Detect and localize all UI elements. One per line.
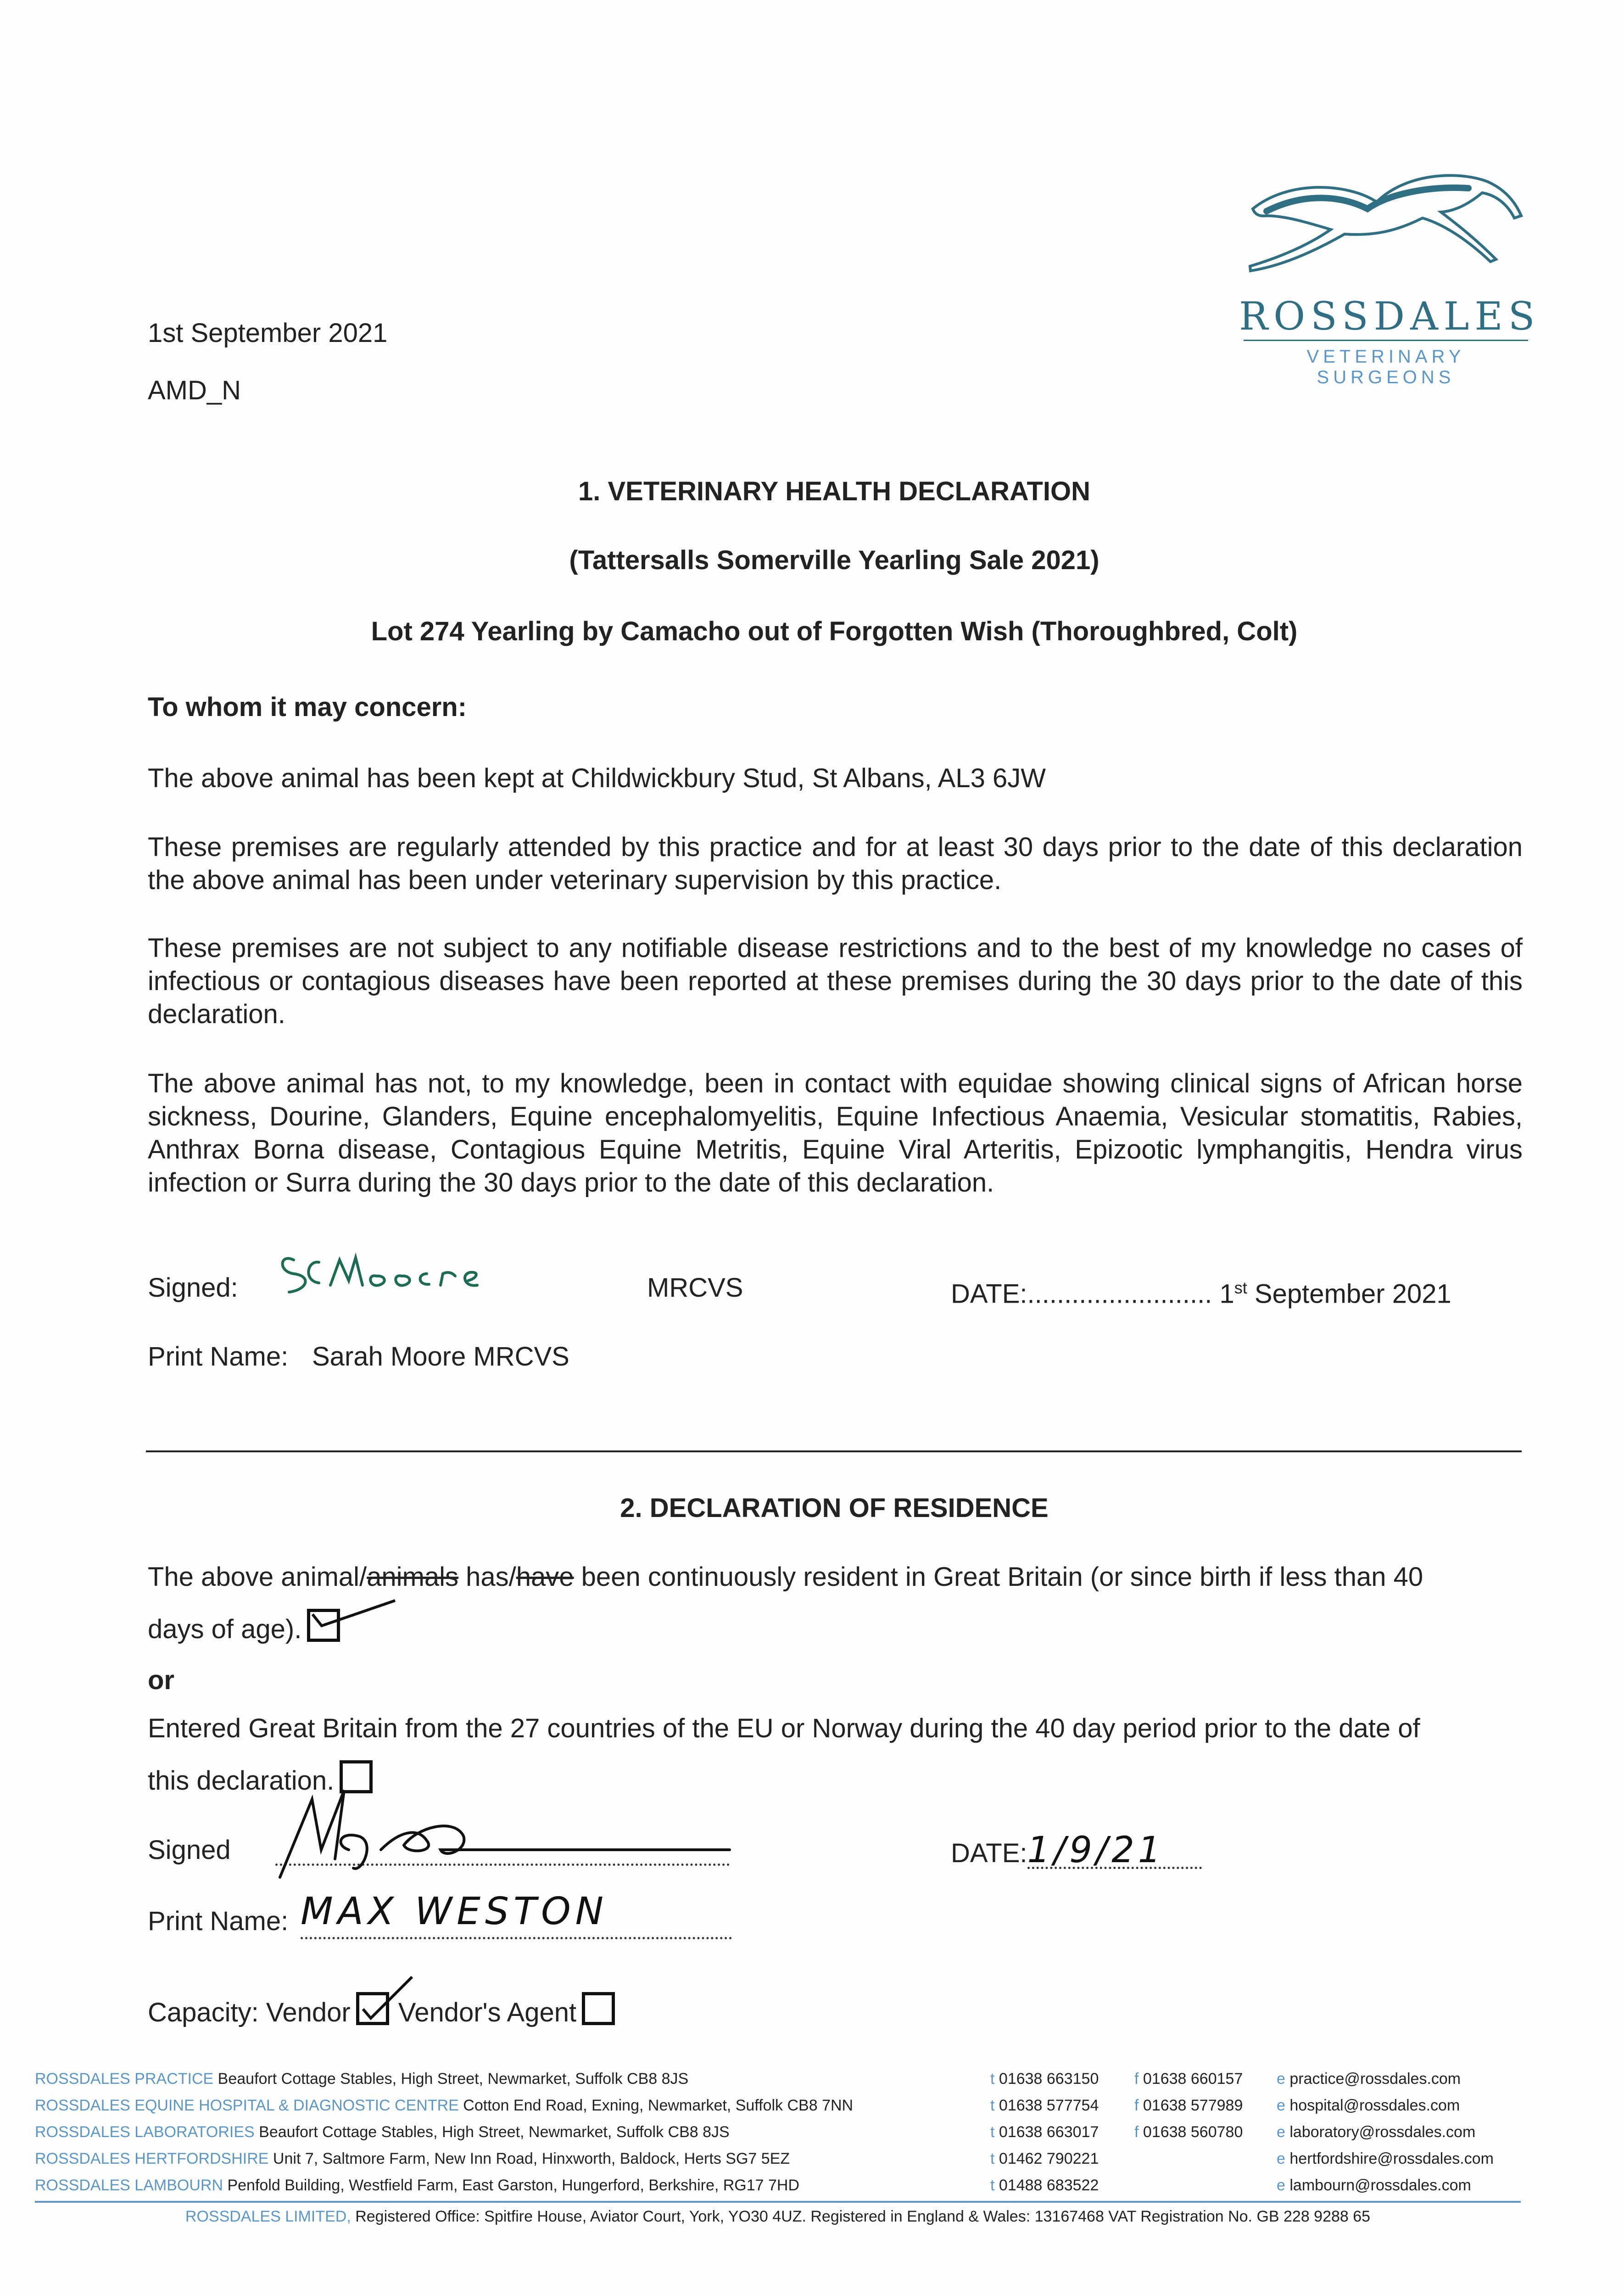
vendor-date-label: DATE: <box>951 1838 1027 1868</box>
footer-row-label: ROSSDALES PRACTICE <box>35 2070 214 2088</box>
footer-row <box>35 2145 1549 2172</box>
vendor-print-value[interactable]: MAX WESTON <box>301 1886 732 1939</box>
section2-title: 2. DECLARATION OF RESIDENCE <box>620 1493 1049 1523</box>
footer-email[interactable]: e practice@rossdales.com <box>1277 2070 1461 2088</box>
reference-code: AMD_N <box>148 375 241 405</box>
vet-date <box>951 1271 1451 1310</box>
paragraph-restrictions: These premises are not subject to any notifiable disease restrictions and to the best of my knowledge no cases of infectious or contagious diseases have been reported at these premises during the 30 days prior to the date of this declaration. <box>148 933 1523 1029</box>
mrcvs-label: MRCVS <box>647 1273 743 1303</box>
footer-row <box>35 2066 1549 2092</box>
footer-email[interactable]: e hospital@rossdales.com <box>1277 2097 1460 2114</box>
vendor-tick-icon <box>359 1975 414 2021</box>
footer-email[interactable]: e hertfordshire@rossdales.com <box>1277 2150 1494 2167</box>
footer-rule <box>35 2201 1521 2203</box>
vet-date-day: 1 <box>1219 1279 1234 1309</box>
print-name-label: Print Name: <box>148 1342 289 1371</box>
footer-email[interactable]: e laboratory@rossdales.com <box>1277 2123 1476 2141</box>
print-name-value: Sarah Moore MRCVS <box>312 1342 569 1371</box>
paragraph-contact: The above animal has not, to my knowledge, been in contact with equidae showing clinical signs of African horse sickness, Dourine, Glanders, Equine encephalomyelitis, Equine Infectious Anaemia, Vesicular stomatitis, Rabies, Anthrax Borna disease, Contagious Equine Metritis, Equine Viral Arteritis, Epizootic lymphangitis, Hendra virus infection or Surra during the 30 days prior to the date of this declaration. <box>148 1069 1523 1198</box>
residence-text-b: has/ <box>458 1562 516 1592</box>
footer-phone: t 01638 663017 <box>990 2123 1099 2141</box>
struck-animals: animals <box>367 1562 459 1592</box>
company-text: Registered Office: Spitfire House, Aviator Court, York, YO30 4UZ. Registered in England & Wales: 13167468 VAT Registration No. GB 228 9288 65 <box>351 2208 1371 2225</box>
letter-date: 1st September 2021 <box>148 318 388 348</box>
footer-row-address: Unit 7, Saltmore Farm, New Inn Road, Hinxworth, Baldock, Herts SG7 5EZ <box>273 2150 790 2167</box>
signed-label: Signed: <box>148 1273 238 1303</box>
vendor-date <box>951 1830 1202 1871</box>
resident-tick-icon <box>308 1598 400 1635</box>
logo-name: ROSSDALES <box>1239 294 1540 339</box>
footer-row-address: Beaufort Cottage Stables, High Street, Newmarket, Suffolk CB8 8JS <box>259 2123 730 2141</box>
company-registration <box>35 2203 1521 2230</box>
residence-line1 <box>148 1561 1423 1594</box>
lot-description: Lot 274 Yearling by Camacho out of Forgotten Wish (Thoroughbred, Colt) <box>371 616 1298 646</box>
vendor-print-label: Print Name: <box>148 1906 289 1936</box>
footer-phone: t 01462 790221 <box>990 2150 1099 2167</box>
resident-checkbox[interactable] <box>307 1609 340 1642</box>
section1-title: 1. VETERINARY HEALTH DECLARATION <box>578 476 1091 506</box>
vendor-signed-label: Signed <box>148 1835 231 1865</box>
residence-text-d: days of age). <box>148 1614 302 1644</box>
vendor-checkbox[interactable] <box>356 1992 389 2025</box>
vendor-date-value[interactable]: 1/9/21 <box>1027 1834 1202 1869</box>
footer-row-label: ROSSDALES LABORATORIES <box>35 2123 255 2141</box>
vendor-agent-checkbox[interactable] <box>582 1992 615 2025</box>
footer-fax: f 01638 660157 <box>1134 2070 1243 2088</box>
struck-have: have <box>516 1562 574 1592</box>
residence-text-c: been continuously resident in Great Britain (or since birth if less than 40 <box>574 1562 1423 1592</box>
footer-email[interactable]: e lambourn@rossdales.com <box>1277 2177 1471 2194</box>
footer-row <box>35 2119 1549 2145</box>
capacity-row <box>148 1992 615 2029</box>
company-label: ROSSDALES LIMITED, <box>185 2208 351 2225</box>
footer-row-label: ROSSDALES HERTFORDSHIRE <box>35 2150 269 2167</box>
residence-text-a: The above animal/ <box>148 1562 367 1592</box>
footer-row-address: Beaufort Cottage Stables, High Street, Newmarket, Suffolk CB8 8JS <box>218 2070 689 2088</box>
entered-line1: Entered Great Britain from the 27 countries of the EU or Norway during the 40 day period prior to the date of <box>148 1713 1420 1743</box>
footer-phone: t 01488 683522 <box>990 2177 1099 2194</box>
rossdales-logo <box>1239 161 1540 387</box>
footer-row-address: Cotton End Road, Exning, Newmarket, Suffolk CB8 7NN <box>463 2097 854 2114</box>
logo-rule <box>1244 340 1528 341</box>
paragraph-supervision: These premises are regularly attended by this practice and for at least 30 days prior to the date of this declaration the above animal has been under veterinary supervision by this practice. <box>148 832 1523 895</box>
horse-logo-icon <box>1239 161 1533 298</box>
capacity-label: Capacity: Vendor <box>148 1998 351 2027</box>
vet-date-suffix: st <box>1234 1278 1247 1297</box>
logo-subtitle: VETERINARY SURGEONS <box>1306 347 1465 387</box>
footer-phone: t 01638 663150 <box>990 2070 1099 2088</box>
footer-fax: f 01638 560780 <box>1134 2123 1243 2141</box>
or-label: or <box>148 1665 174 1695</box>
salutation: To whom it may concern: <box>148 692 467 722</box>
vet-date-rest: September 2021 <box>1254 1279 1451 1309</box>
footer-row-label: ROSSDALES LAMBOURN <box>35 2177 223 2194</box>
entered-text: this declaration. <box>148 1766 335 1796</box>
vendor-agent-label: Vendor's Agent <box>398 1998 577 2027</box>
footer-contacts <box>35 2066 1549 2199</box>
paragraph-premises: The above animal has been kept at Childwickbury Stud, St Albans, AL3 6JW <box>148 763 1046 793</box>
vendor-signature <box>271 1781 739 1886</box>
footer-row <box>35 2092 1549 2119</box>
footer-row <box>35 2172 1549 2199</box>
footer-row-label: ROSSDALES EQUINE HOSPITAL & DIAGNOSTIC CENTRE <box>35 2097 459 2114</box>
vet-date-label: DATE:......................... <box>951 1279 1212 1309</box>
footer-fax: f 01638 577989 <box>1134 2097 1243 2114</box>
vet-signature <box>275 1235 523 1304</box>
footer-phone: t 01638 577754 <box>990 2097 1099 2114</box>
footer-row-address: Penfold Building, Westfield Farm, East Garston, Hungerford, Berkshire, RG17 7HD <box>227 2177 800 2194</box>
residence-line2 <box>148 1609 340 1646</box>
section-divider <box>146 1450 1522 1452</box>
section1-subtitle: (Tattersalls Somerville Yearling Sale 2021) <box>569 545 1099 575</box>
